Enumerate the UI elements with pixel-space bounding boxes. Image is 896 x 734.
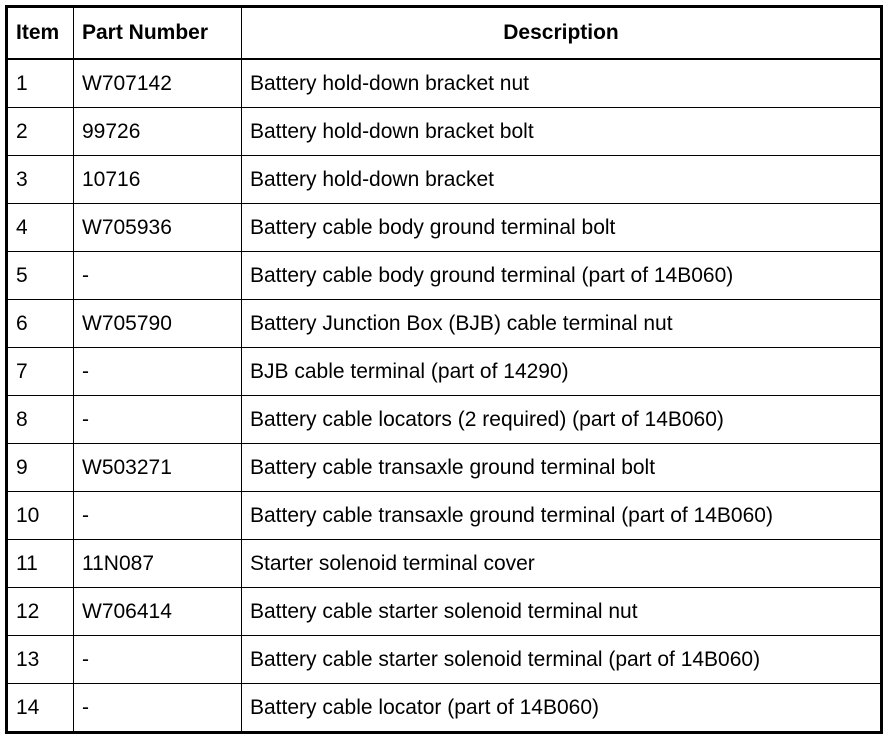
table-row: [7, 396, 882, 444]
header-description: Description: [242, 7, 882, 60]
table-row: [7, 492, 882, 540]
part-number-cell: -: [74, 348, 242, 396]
part-number-cell: W705790: [74, 300, 242, 348]
part-number-cell: W707142: [74, 59, 242, 108]
item-cell: 14: [7, 684, 74, 733]
table-row: [7, 108, 882, 156]
item-cell: 13: [7, 636, 74, 684]
table-row: [7, 444, 882, 492]
description-cell: Battery hold-down bracket: [242, 156, 882, 204]
description-cell: Battery hold-down bracket bolt: [242, 108, 882, 156]
item-cell: 4: [7, 204, 74, 252]
table-row: [7, 252, 882, 300]
part-number-cell: -: [74, 636, 242, 684]
table-row: [7, 156, 882, 204]
item-cell: 10: [7, 492, 74, 540]
description-cell: BJB cable terminal (part of 14290): [242, 348, 882, 396]
header-row: [7, 7, 882, 60]
item-cell: 7: [7, 348, 74, 396]
item-cell: 1: [7, 59, 74, 108]
part-number-cell: 10716: [74, 156, 242, 204]
table-row: [7, 588, 882, 636]
description-cell: Battery cable body ground terminal (part of 14B060): [242, 252, 882, 300]
item-cell: 2: [7, 108, 74, 156]
item-cell: 8: [7, 396, 74, 444]
description-cell: Starter solenoid terminal cover: [242, 540, 882, 588]
item-cell: 11: [7, 540, 74, 588]
table-row: [7, 684, 882, 733]
table-row: [7, 636, 882, 684]
item-cell: 6: [7, 300, 74, 348]
description-cell: Battery Junction Box (BJB) cable terminal nut: [242, 300, 882, 348]
part-number-cell: -: [74, 492, 242, 540]
header-part-number: Part Number: [74, 7, 242, 60]
description-cell: Battery cable body ground terminal bolt: [242, 204, 882, 252]
description-cell: Battery cable starter solenoid terminal (part of 14B060): [242, 636, 882, 684]
part-number-cell: -: [74, 684, 242, 733]
part-number-cell: -: [74, 252, 242, 300]
table-body: [7, 59, 882, 733]
description-cell: Battery cable locators (2 required) (part of 14B060): [242, 396, 882, 444]
table-header: [7, 7, 882, 60]
part-number-cell: -: [74, 396, 242, 444]
part-number-cell: W705936: [74, 204, 242, 252]
description-cell: Battery cable transaxle ground terminal bolt: [242, 444, 882, 492]
description-cell: Battery cable starter solenoid terminal nut: [242, 588, 882, 636]
table-row: [7, 204, 882, 252]
table-row: [7, 540, 882, 588]
description-cell: Battery cable locator (part of 14B060): [242, 684, 882, 733]
table-row: [7, 348, 882, 396]
part-number-cell: W503271: [74, 444, 242, 492]
part-number-cell: W706414: [74, 588, 242, 636]
table-row: [7, 59, 882, 108]
header-item: Item: [7, 7, 74, 60]
item-cell: 9: [7, 444, 74, 492]
table-row: [7, 300, 882, 348]
part-number-cell: 99726: [74, 108, 242, 156]
part-number-cell: 11N087: [74, 540, 242, 588]
parts-table: [5, 5, 883, 734]
item-cell: 12: [7, 588, 74, 636]
item-cell: 3: [7, 156, 74, 204]
description-cell: Battery hold-down bracket nut: [242, 59, 882, 108]
description-cell: Battery cable transaxle ground terminal (part of 14B060): [242, 492, 882, 540]
item-cell: 5: [7, 252, 74, 300]
